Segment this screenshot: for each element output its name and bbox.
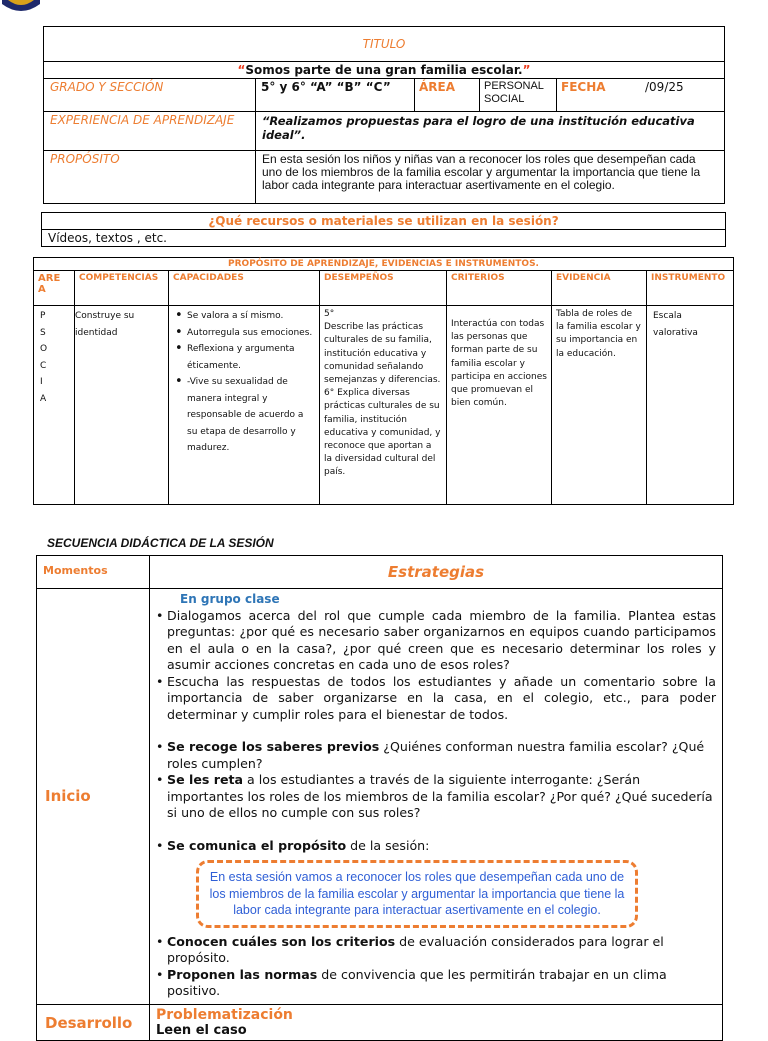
recursos-table	[41, 212, 726, 247]
problematizacion-heading: Problematización	[156, 1006, 293, 1023]
header-desempenos: DESEMPEÑOS	[320, 271, 447, 306]
area-label: ÁREA	[415, 79, 480, 112]
list-item: • Dialogamos acerca del rol que cumple cada miembro de la familia. Plantea estas preguntas: ¿por qué es necesario saber organizarnos en equipos cuando participamos en el aula o en la casa?, ¿por qué creen que es necesario determinar los roles y asumir acciones concretas en cada uno de esos roles?	[167, 608, 716, 674]
estrategias-header: Estrategias	[150, 556, 723, 589]
header-criterios: CRITERIOS	[447, 271, 552, 306]
area-letter: O	[40, 344, 48, 354]
inicio-content	[150, 589, 723, 1005]
proposito-table-title: PROPÓSITO DE APRENDIZAJE, EVIDENCIAS E INSTRUMENTOS.	[34, 258, 734, 271]
list-item: • Conocen cuáles son los criterios de evaluación considerados para lograr el propósito.	[167, 934, 716, 967]
desempeno-5: Describe las prácticas culturales de su familia, institución educativa y comunidad señalando semejanzas y diferencias.	[324, 322, 441, 386]
experiencia-value: “Realizamos propuestas para el logro de una institución educativa ideal”.	[256, 112, 725, 151]
area-letter: A	[40, 393, 47, 404]
leen-caso: Leen el caso	[156, 1022, 247, 1038]
desarrollo-label: Desarrollo	[37, 1004, 150, 1040]
header-area: ARE A	[34, 271, 75, 306]
secuencia-title: SECUENCIA DIDÁCTICA DE LA SESIÓN	[47, 536, 274, 550]
area-vertical	[34, 306, 75, 505]
inicio-label: Inicio	[37, 589, 150, 1005]
desempenos-cell	[320, 306, 447, 505]
list-item: • Se comunica el propósito de la sesión:	[167, 838, 716, 855]
list-item: • -Vive su sexualidad de manera integral y responsable de acuerdo a su etapa de desarrollo y madurez.	[187, 374, 315, 457]
proposito-aprendizaje-table	[33, 257, 734, 505]
area-letter: S	[40, 327, 46, 338]
header-instrumento: INSTRUMENTO	[647, 271, 734, 306]
grado-value: 5° y 6° “A” “B” “C”	[256, 79, 415, 112]
area-letter: C	[40, 360, 47, 371]
list-item: • Reflexiona y argumenta éticamente.	[187, 341, 315, 374]
fecha-cell	[557, 79, 725, 112]
experiencia-label: EXPERIENCIA DE APRENDIZAJE	[44, 112, 256, 151]
proposito-callout: En esta sesión vamos a reconocer los roles que desempeñan cada uno de los miembros de la familia escolar y argumentar la importancia que tiene la labor cada integrante para interactuar asertivamente en el colegio.	[196, 860, 638, 928]
recursos-question: ¿Qué recursos o materiales se utilizan en la sesión?	[42, 213, 726, 230]
instrumento-value: Escala valorativa	[647, 306, 734, 505]
proposito-value: En esta sesión los niños y niñas van a reconocer los roles que desempeñan cada uno de los miembros de la familia escolar y argumentar la importancia que tiene la labor cada integrante para interactuar asertivamente en el colegio.	[256, 151, 725, 204]
fecha-label: FECHA	[561, 80, 606, 94]
list-item: • Escucha las respuestas de todos los estudiantes y añade un comentario sobre la importancia de saber organizarse en la casa, en el colegio, etc., para poder determinar y cumplir roles para el bienestar de todos.	[167, 674, 716, 724]
area-value: PERSONAL SOCIAL	[480, 79, 557, 112]
list-item: • Proponen las normas de convivencia que les permitirán trabajar en un clima positivo.	[167, 967, 716, 1000]
capacidades-list	[169, 306, 320, 505]
grupo-clase: En grupo clase	[180, 592, 280, 606]
area-letter: P	[40, 311, 46, 321]
recursos-answer: Vídeos, textos , etc.	[42, 230, 726, 247]
list-item: • Autorregula sus emociones.	[187, 325, 315, 342]
competencia-value: Construye su identidad	[75, 306, 169, 505]
titulo-label: TITULO	[44, 27, 725, 62]
list-item: • Se valora a sí mismo.	[187, 308, 315, 325]
session-header-table	[43, 26, 725, 204]
evidencia-value: Tabla de roles de la familia escolar y su importancia en la educación.	[552, 306, 647, 505]
area-letter: I	[40, 377, 43, 387]
fecha-value: /09/25	[645, 80, 684, 94]
list-item: • Se les reta a los estudiantes a través de la siguiente interrogante: ¿Serán importantes los roles de los miembros de la familia escolar? ¿Por qué? ¿Qué sucedería si uno de ellos no cumple con sus roles?	[167, 772, 716, 822]
list-item: • Se recoge los saberes previos ¿Quiénes conforman nuestra familia escolar? ¿Qué roles cumplen?	[167, 739, 716, 772]
desarrollo-content	[150, 1004, 723, 1040]
desempeno-5-label: 5°	[324, 309, 335, 319]
school-logo-icon	[0, 0, 42, 16]
momentos-header: Momentos	[37, 556, 150, 589]
criterio-value: Interactúa con todas las personas que forman parte de su familia escolar y participa en acciones que promuevan el bien común.	[447, 306, 552, 505]
session-title: “Somos parte de una gran familia escolar.”	[44, 62, 725, 79]
grado-label: GRADO Y SECCIÓN	[44, 79, 256, 112]
header-competencias: COMPETENCIAS	[75, 271, 169, 306]
header-capacidades: CAPACIDADES	[169, 271, 320, 306]
desempeno-6: 6° Explica diversas prácticas culturales de su familia, institución educativa y comunidad, y reconoce que aportan a la diversidad cultural del país.	[324, 388, 441, 478]
header-evidencia: EVIDENCIA	[552, 271, 647, 306]
secuencia-table	[36, 555, 723, 1041]
proposito-label: PROPÓSITO	[44, 151, 256, 204]
